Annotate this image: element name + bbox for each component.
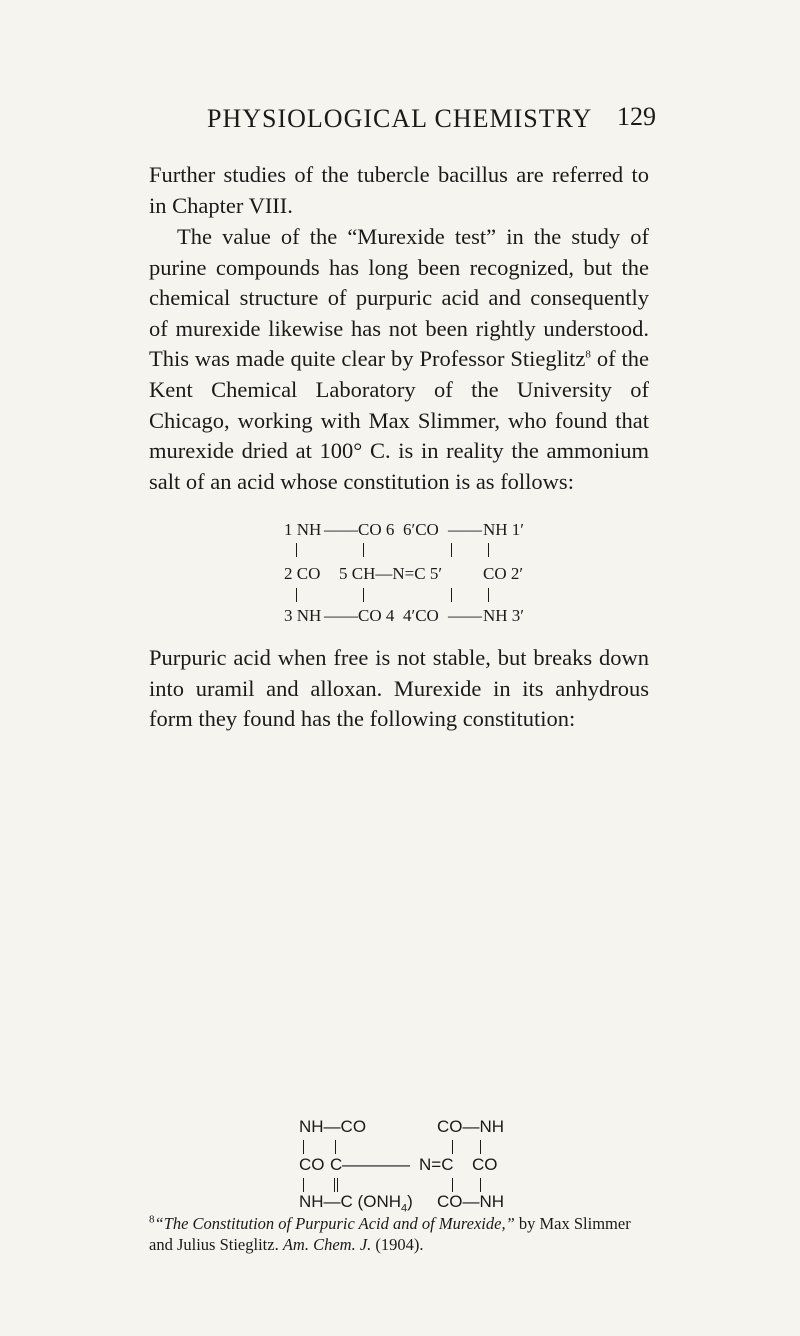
formula-1-bond	[296, 588, 297, 602]
page-number: 129	[617, 102, 656, 131]
formula-2-bond	[335, 1140, 336, 1154]
formula-1-bond: ——	[324, 520, 358, 539]
formula-2-r3-b: CO—NH	[437, 1192, 505, 1211]
formula-1-r3-d: NH 3′	[483, 606, 525, 625]
paragraph-3: Purpuric acid when free is not stable, but breaks down into uramil and alloxan. Murexide in its anhydrous form they found has the following constitution:	[149, 645, 649, 732]
formula-1-bond	[451, 588, 452, 602]
footnote-title: “The Constitution of Purpuric Acid and of Murexide,”	[154, 1214, 515, 1233]
formula-2-r2-c: N=C	[419, 1155, 454, 1174]
formula-2-bond	[303, 1178, 304, 1192]
formula-1-bond: ——	[448, 520, 482, 539]
paragraph-1: Further studies of the tubercle bacillus are referred to in Chapter VIII.	[149, 162, 649, 218]
formula-2-bond	[452, 1178, 453, 1192]
formula-1-r3-a: 3 NH	[284, 606, 322, 625]
formula-2-bond	[480, 1140, 481, 1154]
formula-1-r1-c: 6′CO	[403, 520, 439, 539]
formula-1-bond	[451, 543, 452, 557]
formula-1-bond	[488, 543, 489, 557]
formula-1-bond	[488, 588, 489, 602]
formula-1-r2-a: 2 CO	[284, 564, 321, 583]
footnote	[149, 1213, 649, 1255]
footnote-number: 8	[149, 1213, 155, 1226]
formula-2-r2-b: C	[330, 1155, 343, 1174]
formula-1-r2-b: 5 CH—N=C 5′	[339, 564, 443, 583]
formula-2-r3-close: )	[407, 1192, 413, 1211]
formula-1-bond	[363, 588, 364, 602]
formula-1-bond	[296, 543, 297, 557]
footnote-year: (1904).	[371, 1235, 424, 1254]
formula-1-bond	[363, 543, 364, 557]
formula-1-r1-a: 1 NH	[284, 520, 322, 539]
paragraph-2	[149, 222, 649, 497]
formula-2-double-bond	[334, 1178, 338, 1192]
formula-2-bond	[452, 1140, 453, 1154]
formula-2-r3-a	[299, 1192, 413, 1214]
formula-2-r1-b: CO—NH	[437, 1117, 505, 1136]
formula-2-r3-sub: 4	[401, 1202, 408, 1215]
formula-2-bond	[480, 1178, 481, 1192]
formula-2-bond	[303, 1140, 304, 1154]
formula-1-r3-b: CO 4	[358, 606, 395, 625]
formula-1-bond: ——	[324, 606, 358, 625]
formula-2-bond: ————	[342, 1155, 410, 1174]
paragraph-2-text-a: The value of the “Murexide test” in the study of purine compounds has long been recognized, but the chemical structure of purpuric acid and consequently of murexide likewise has not been rightly understood. This was made quite clear by Professor Stieglitz	[149, 224, 649, 372]
formula-1-r1-d: NH 1′	[483, 520, 525, 539]
formula-1-bond: ——	[448, 606, 482, 625]
paragraph-2-text-b: of the Kent Chemical Laboratory of the University of Chicago, working with Max Slimmer, who found that murexide dried at 100° C. is in reality the ammonium salt of an acid whose constitution is as follows:	[149, 346, 649, 494]
footnote-reference: 8	[585, 348, 591, 361]
formula-2-r2-d: CO	[472, 1155, 498, 1174]
formula-2-r3-main: NH—C (ONH	[299, 1192, 401, 1211]
footnote-authors: by Max Slimmer and Julius Stieglitz.	[149, 1214, 631, 1254]
running-header: PHYSIOLOGICAL CHEMISTRY	[207, 104, 593, 133]
formula-1-r3-c: 4′CO	[403, 606, 439, 625]
formula-2-r1-a: NH—CO	[299, 1117, 367, 1136]
formula-1-r1-b: CO 6	[358, 520, 395, 539]
footnote-journal: Am. Chem. J.	[282, 1235, 372, 1254]
formula-1-r2-c: CO 2′	[483, 564, 524, 583]
formula-2-r2-a: CO	[299, 1155, 325, 1174]
